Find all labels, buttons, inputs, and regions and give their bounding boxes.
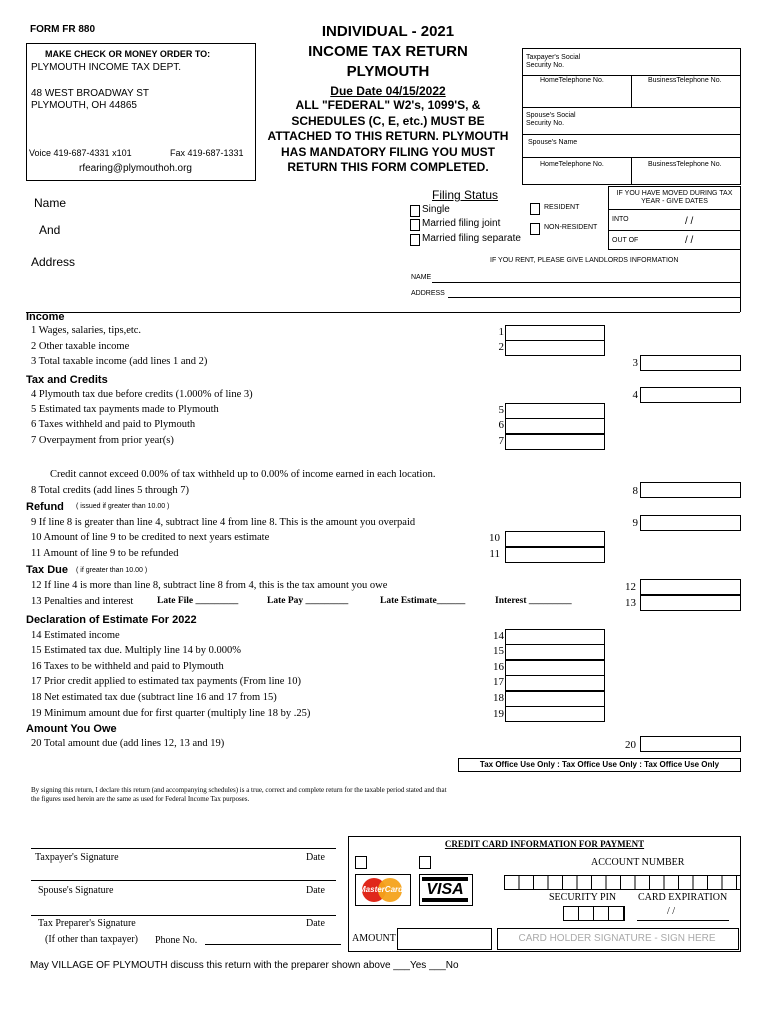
moved-out-label: OUT OF bbox=[612, 237, 639, 244]
line-number-1: 1 bbox=[498, 326, 504, 338]
filing-single-checkbox[interactable] bbox=[410, 205, 420, 217]
security-pin-input[interactable] bbox=[563, 906, 625, 921]
line-number-14: 14 bbox=[493, 630, 504, 642]
line-number-2: 2 bbox=[498, 341, 504, 353]
line-10-label: 10 Amount of line 9 to be credited to next years estimate bbox=[31, 532, 270, 543]
filing-status-heading: Filing Status bbox=[432, 188, 499, 202]
amount-input[interactable] bbox=[397, 928, 492, 950]
line-number-17: 17 bbox=[493, 676, 504, 688]
line-19-input[interactable] bbox=[505, 706, 605, 722]
tax-due-heading: Tax Due bbox=[26, 564, 68, 576]
line-3-label: 3 Total taxable income (add lines 1 and 2) bbox=[31, 356, 208, 367]
payee-street: 48 WEST BROADWAY ST bbox=[31, 88, 149, 99]
line-1-input[interactable] bbox=[505, 325, 605, 341]
spouse-name-label: Spouse's Name bbox=[528, 139, 578, 146]
line-11-label: 11 Amount of line 9 to be refunded bbox=[31, 548, 179, 559]
late-estimate-field[interactable]: Late Estimate______ bbox=[380, 596, 466, 606]
payee-box bbox=[26, 43, 256, 181]
line-16-label: 16 Taxes to be withheld and paid to Plymouth bbox=[31, 661, 224, 672]
line-16-input[interactable] bbox=[505, 660, 605, 676]
spouse-signature-label: Spouse's Signature bbox=[38, 885, 114, 896]
line-12-label: 12 If line 4 is more than line 8, subtract line 8 from 4, this is the tax amount you owe bbox=[31, 580, 388, 591]
line-5-input[interactable] bbox=[505, 403, 605, 419]
line-13-label: 13 Penalties and interest bbox=[31, 596, 134, 607]
line-2-label: 2 Other taxable income bbox=[31, 341, 130, 352]
line-20-input[interactable] bbox=[640, 736, 741, 752]
preparer-note: (If other than taxpayer) bbox=[45, 934, 139, 945]
taxpayer-signature-label: Taxpayer's Signature bbox=[35, 852, 119, 863]
line-1-label: 1 Wages, salaries, tips,etc. bbox=[31, 325, 142, 336]
preparer-date-label: Date bbox=[306, 918, 325, 929]
non-resident-label: NON-RESIDENT bbox=[544, 224, 598, 231]
card-holder-signature-placeholder: CARD HOLDER SIGNATURE - SIGN HERE bbox=[518, 933, 716, 944]
line-number-16: 16 bbox=[493, 661, 504, 673]
payee-voice: Voice 419-687-4331 x101 bbox=[29, 148, 132, 158]
filing-single-label: Single bbox=[422, 204, 450, 215]
line-6-input[interactable] bbox=[505, 418, 605, 434]
payee-heading: MAKE CHECK OR MONEY ORDER TO: bbox=[45, 49, 211, 59]
tax-due-note: ( if greater than 10.00 ) bbox=[76, 567, 148, 574]
attach-line-5: RETURN THIS FORM COMPLETED. bbox=[287, 160, 489, 174]
mastercard-logo bbox=[355, 874, 411, 906]
line-number-5: 5 bbox=[498, 404, 504, 416]
line-2-input[interactable] bbox=[505, 340, 605, 356]
line-number-9: 9 bbox=[632, 517, 638, 529]
attach-line-4: HAS MANDATORY FILING YOU MUST bbox=[280, 144, 495, 159]
title-line-1: INDIVIDUAL - 2021 bbox=[321, 23, 455, 40]
line-20-label: 20 Total amount due (add lines 12, 13 and 19) bbox=[31, 738, 225, 749]
line-number-4: 4 bbox=[632, 389, 638, 401]
security-pin-label: SECURITY PIN bbox=[549, 892, 617, 903]
line-number-20: 20 bbox=[625, 739, 636, 751]
spouse-home-phone-label: HomeTelephone No. bbox=[540, 161, 604, 168]
preparer-discuss-question: May VILLAGE OF PLYMOUTH discuss this return with the preparer shown above ___Yes ___No bbox=[30, 960, 459, 971]
line-17-input[interactable] bbox=[505, 675, 605, 691]
payee-email: rfearing@plymouthoh.org bbox=[79, 163, 192, 174]
line-8-label: 8 Total credits (add lines 5 through 7) bbox=[31, 485, 189, 496]
account-number-input[interactable] bbox=[504, 875, 741, 890]
line-9-input[interactable] bbox=[640, 515, 741, 531]
mastercard-text: MasterCard bbox=[359, 885, 404, 894]
line-7-input[interactable] bbox=[505, 434, 605, 450]
line-15-label: 15 Estimated tax due. Multiply line 14 by 0.000% bbox=[31, 645, 241, 656]
taxpayer-ssn-label: Taxpayer's Social Security No. bbox=[526, 54, 581, 69]
resident-checkbox[interactable] bbox=[530, 203, 540, 215]
estimate-heading: Declaration of Estimate For 2022 bbox=[26, 614, 197, 626]
attach-line-2: SCHEDULES (C, E, etc.) MUST BE bbox=[291, 113, 485, 128]
line-5-label: 5 Estimated tax payments made to Plymouth bbox=[31, 404, 219, 415]
line-7-label: 7 Overpayment from prior year(s) bbox=[31, 435, 174, 446]
line-number-3: 3 bbox=[632, 357, 638, 369]
taxpayer-business-phone-label: BusinessTelephone No. bbox=[648, 77, 722, 84]
filing-joint-checkbox[interactable] bbox=[410, 219, 420, 231]
attach-line-1: ALL "FEDERAL" W2's, 1099'S, & bbox=[295, 98, 481, 112]
moved-out-date[interactable]: / / bbox=[685, 235, 694, 246]
non-resident-checkbox[interactable] bbox=[530, 223, 540, 235]
line-12-input[interactable] bbox=[640, 579, 741, 595]
landlord-heading: IF YOU RENT, PLEASE GIVE LANDLORDS INFORMATION bbox=[490, 257, 679, 264]
visa-text: VISA bbox=[426, 881, 464, 898]
amount-label: AMOUNT bbox=[352, 933, 396, 944]
taxpayer-home-phone-label: HomeTelephone No. bbox=[540, 77, 604, 84]
credit-card-heading: CREDIT CARD INFORMATION FOR PAYMENT bbox=[444, 839, 645, 849]
line-11-input[interactable] bbox=[505, 547, 605, 563]
attach-line-3: ATTACHED TO THIS RETURN. PLYMOUTH bbox=[267, 129, 509, 143]
card-expiration-input[interactable]: / / bbox=[667, 906, 676, 917]
form-title bbox=[258, 22, 518, 82]
payee-city: PLYMOUTH, OH 44865 bbox=[31, 100, 137, 111]
account-number-label: ACCOUNT NUMBER bbox=[591, 857, 685, 868]
line-number-11: 11 bbox=[489, 548, 500, 560]
spouse-ssn-label: Spouse's Social Security No. bbox=[526, 112, 576, 127]
line-14-input[interactable] bbox=[505, 629, 605, 645]
spouse-business-phone-label: BusinessTelephone No. bbox=[648, 161, 722, 168]
line-14-label: 14 Estimated income bbox=[31, 630, 120, 641]
filing-separate-checkbox[interactable] bbox=[410, 234, 420, 246]
payee-fax: Fax 419-687-1331 bbox=[170, 148, 244, 158]
line-number-12: 12 bbox=[625, 581, 636, 593]
line-number-18: 18 bbox=[493, 692, 504, 704]
filing-separate-label: Married filing separate bbox=[422, 233, 521, 244]
credit-card-box bbox=[348, 836, 741, 952]
title-line-2: INCOME TAX RETURN bbox=[308, 43, 468, 60]
line-number-13: 13 bbox=[625, 597, 636, 609]
line-number-6: 6 bbox=[498, 419, 504, 431]
line-13-input[interactable] bbox=[640, 595, 741, 611]
preparer-signature-label: Tax Preparer's Signature bbox=[38, 918, 136, 929]
refund-note: ( issued if greater than 10.00 ) bbox=[76, 503, 170, 510]
visa-checkbox[interactable] bbox=[419, 856, 431, 869]
name-label: Name bbox=[34, 196, 67, 210]
line-9-label: 9 If line 8 is greater than line 4, subtract line 4 from line 8. This is the amount you overpaid bbox=[31, 517, 416, 528]
tax-credits-heading: Tax and Credits bbox=[26, 374, 108, 386]
filing-joint-label: Married filing joint bbox=[422, 218, 501, 229]
office-use-box bbox=[458, 758, 741, 772]
line-18-input[interactable] bbox=[505, 691, 605, 707]
taxpayer-ssn-box bbox=[522, 48, 741, 185]
moved-into-label: INTO bbox=[612, 216, 629, 223]
line-3-input[interactable] bbox=[640, 355, 741, 371]
office-use-label: Tax Office Use Only : Tax Office Use Only : Tax Office Use Only bbox=[479, 760, 720, 769]
line-18-label: 18 Net estimated tax due (subtract line 16 and 17 from 15) bbox=[31, 692, 277, 703]
income-heading: Income bbox=[26, 311, 65, 323]
line-number-10: 10 bbox=[489, 532, 500, 544]
card-holder-signature-input[interactable] bbox=[497, 928, 739, 950]
resident-label: RESIDENT bbox=[544, 204, 580, 211]
attach-notice bbox=[258, 98, 518, 176]
due-date: Due Date 04/15/2022 bbox=[330, 84, 446, 98]
landlord-address-label: ADDRESS bbox=[411, 290, 445, 297]
line-4-input[interactable] bbox=[640, 387, 741, 403]
line-15-input[interactable] bbox=[505, 644, 605, 660]
amount-owe-heading: Amount You Owe bbox=[26, 723, 117, 735]
line-19-label: 19 Minimum amount due for first quarter (multiply line 18 by .25) bbox=[31, 708, 311, 719]
line-8-input[interactable] bbox=[640, 482, 741, 498]
interest-field[interactable]: Interest _________ bbox=[495, 596, 572, 606]
credit-limit-note: Credit cannot exceed 0.00% of tax withheld up to 0.00% of income earned in each location. bbox=[50, 469, 436, 480]
form-id: FORM FR 880 bbox=[30, 24, 96, 35]
line-6-label: 6 Taxes withheld and paid to Plymouth bbox=[31, 419, 196, 430]
moved-dates-box bbox=[608, 186, 741, 250]
mastercard-checkbox[interactable] bbox=[355, 856, 367, 869]
and-label: And bbox=[39, 223, 61, 237]
line-17-label: 17 Prior credit applied to estimated tax payments (From line 10) bbox=[31, 676, 302, 687]
title-line-3: PLYMOUTH bbox=[346, 63, 430, 80]
line-10-input[interactable] bbox=[505, 531, 605, 547]
spouse-date-label: Date bbox=[306, 885, 325, 896]
line-number-7: 7 bbox=[498, 435, 504, 447]
address-label: Address bbox=[31, 255, 76, 269]
moved-into-date[interactable]: / / bbox=[685, 216, 694, 227]
refund-heading: Refund bbox=[26, 501, 64, 513]
late-file-field[interactable]: Late File _________ bbox=[157, 596, 239, 606]
phone-label: Phone No. bbox=[155, 935, 198, 946]
line-number-8: 8 bbox=[632, 485, 638, 497]
moved-heading: IF YOU HAVE MOVED DURING TAX YEAR - GIVE DATES bbox=[616, 190, 733, 205]
payee-name: PLYMOUTH INCOME TAX DEPT. bbox=[31, 62, 182, 73]
line-4-label: 4 Plymouth tax due before credits (1.000% of line 3) bbox=[31, 389, 253, 400]
declaration-text: By signing this return, I declare this return (and accompanying schedules) is a true, correct and complete return for the taxable period stated and that the figures used herein are the same as used for Federal Income Tax purposes. bbox=[31, 786, 447, 803]
taxpayer-date-label: Date bbox=[306, 852, 325, 863]
late-pay-field[interactable]: Late Pay _________ bbox=[267, 596, 349, 606]
landlord-name-label: NAME bbox=[411, 274, 432, 281]
line-number-19: 19 bbox=[493, 708, 504, 720]
card-expiration-label: CARD EXPIRATION bbox=[638, 892, 728, 903]
visa-logo bbox=[419, 874, 473, 906]
line-number-15: 15 bbox=[493, 645, 504, 657]
